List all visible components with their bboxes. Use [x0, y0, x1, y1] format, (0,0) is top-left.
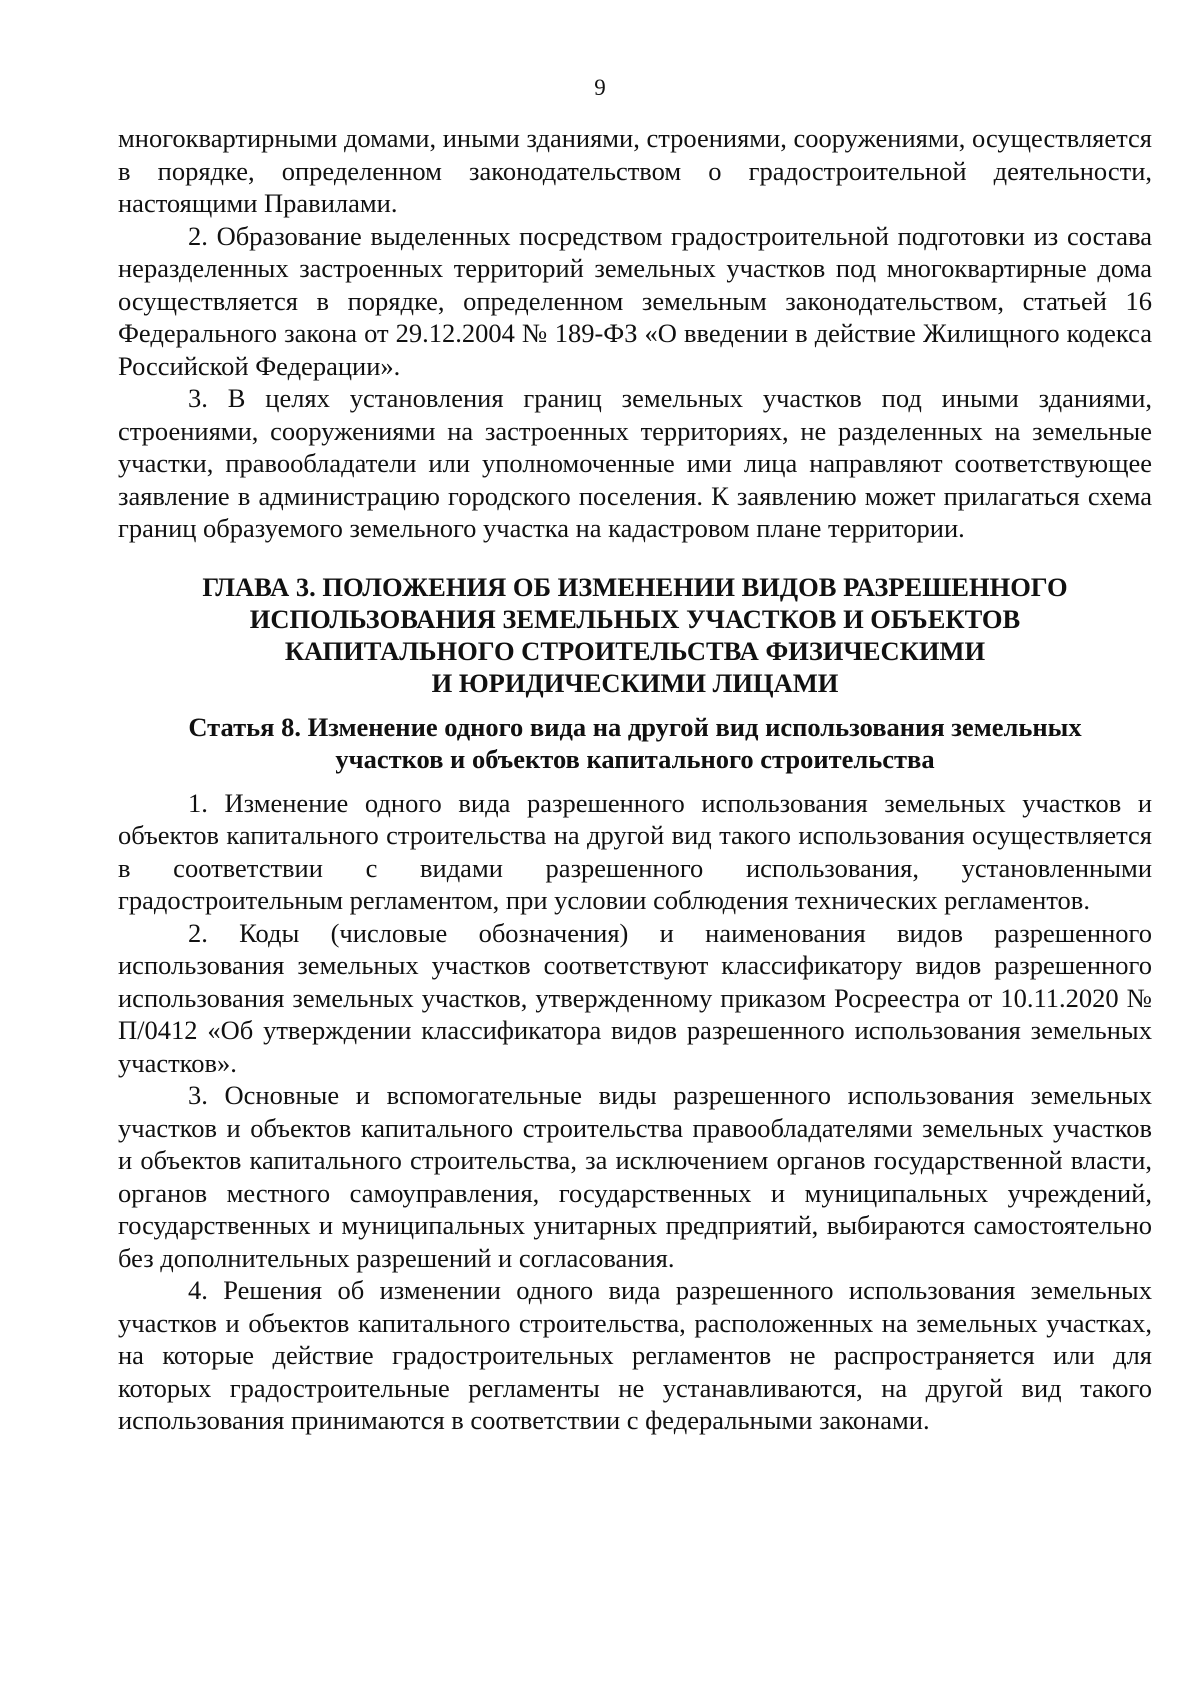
- chapter-heading-line: И ЮРИДИЧЕСКИМИ ЛИЦАМИ: [431, 667, 839, 698]
- chapter-heading-line: ИСПОЛЬЗОВАНИЯ ЗЕМЕЛЬНЫХ УЧАСТКОВ И ОБЪЕКТОВ: [249, 603, 1021, 634]
- article-heading-line: участков и объектов капитального строительства: [335, 743, 935, 774]
- chapter-heading-line: ГЛАВА 3. ПОЛОЖЕНИЯ ОБ ИЗМЕНЕНИИ ВИДОВ РАЗРЕШЕННОГО: [202, 571, 1068, 602]
- intro-paragraph-continuation: многоквартирными домами, иными зданиями, строениями, сооружениями, осуществляется в порядке, определенном законодательством о градостроительной деятельности, настоящими Правилами.: [118, 123, 1152, 218]
- chapter-heading: [118, 571, 1152, 699]
- article-paragraph-2: 2. Коды (числовые обозначения) и наименования видов разрешенного использования земельных участков соответствуют классификатору видов разрешенного использования земельных участков, утвержденному приказом Росреестра от 10.11.2020 № П/0412 «Об утверждении классификатора видов разрешенного использования земельных участков».: [118, 917, 1152, 1078]
- article-heading-line: Статья 8. Изменение одного вида на другой вид использования земельных: [188, 711, 1082, 742]
- intro-paragraph-3: 3. В целях установления границ земельных участков под иными зданиями, строениями, сооружениями на застроенных территориях, не разделенных на земельные участки, правообладатели или уполномоченные ими лица направляют соответствующее заявление в администрацию городского поселения. К заявлению может прилагаться схема границ образуемого земельного участка на кадастровом плане территории.: [118, 383, 1152, 543]
- document-body: [118, 122, 1152, 1437]
- page-number: 9: [594, 75, 606, 100]
- article-paragraph-3: 3. Основные и вспомогательные виды разрешенного использования земельных участков и объектов капитального строительства правообладателями земельных участков и объектов капитального строительства, за исключением органов государственной власти, органов местного самоуправления, государственных и муниципальных учреждений, государственных и муниципальных унитарных предприятий, выбираются самостоятельно без дополнительных разрешений и согласования.: [118, 1080, 1152, 1273]
- article-heading: [118, 711, 1152, 775]
- article-paragraph-4: 4. Решения об изменении одного вида разрешенного использования земельных участков и объектов капитального строительства, расположенных на земельных участках, на которые действие градостроительных регламентов не распространяется или для которых градостроительные регламенты не устанавливаются, на другой вид такого использования принимаются в соответствии с федеральными законами.: [118, 1275, 1152, 1435]
- article-paragraph-1: 1. Изменение одного вида разрешенного использования земельных участков и объектов капитального строительства на другой вид такого использования осуществляется в соответствии с видами разрешенного использования, установленными градостроительным регламентом, при условии соблюдения технических регламентов.: [118, 787, 1152, 915]
- intro-paragraph-2: 2. Образование выделенных посредством градостроительной подготовки из состава неразделенных застроенных территорий земельных участков под многоквартирные дома осуществляется в порядке, определенном земельным законодательством, статьей 16 Федерального закона от 29.12.2004 № 189-ФЗ «О введении в действие Жилищного кодекса Российской Федерации».: [118, 220, 1152, 381]
- chapter-heading-line: КАПИТАЛЬНОГО СТРОИТЕЛЬСТВА ФИЗИЧЕСКИМИ: [284, 635, 986, 666]
